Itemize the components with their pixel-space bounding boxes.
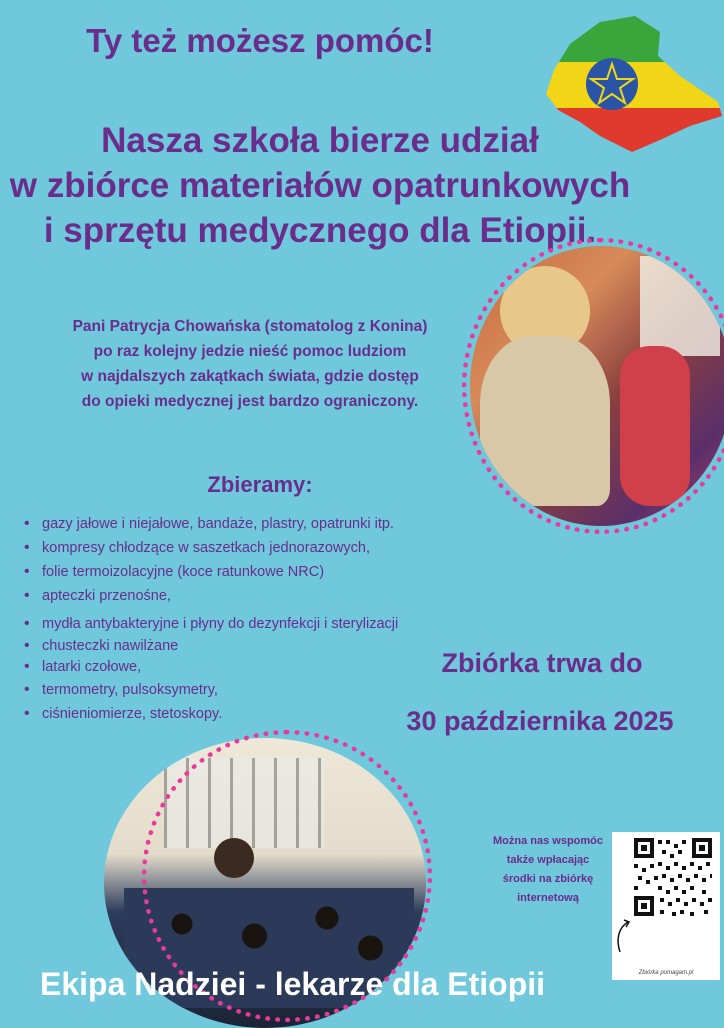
intro-line: do opieki medycznej jest bardzo ograniczony.: [81, 393, 419, 410]
qr-caption: Zbiórka pomagam.pl: [638, 970, 694, 976]
intro-line: w najdalszych zakątkach świata, gdzie dostęp: [81, 368, 419, 385]
qr-code-icon: [612, 832, 720, 962]
intro-line: Pani Patrycja Chowańska (stomatolog z Konina): [72, 318, 428, 335]
list-item: • kompresy chłodzące w saszetkach jednorazowych,: [24, 536, 544, 560]
list-item: • ciśnieniomierze, stetoskopy.: [24, 702, 544, 726]
subtitle-line: i sprzętu medycznego dla Etiopii.: [43, 211, 597, 250]
list-item: • mydła antybakteryjne i płyny do dezynfekcji i sterylizacji: [24, 612, 544, 636]
intro-line: po raz kolejny jedzie nieść pomoc ludziom: [93, 343, 407, 360]
footer-title: Ekipa Nadziei - lekarze dla Etiopii: [40, 966, 546, 1002]
donate-line: internetową: [517, 892, 579, 904]
subtitle-line: w zbiórce materiałów opatrunkowych: [9, 166, 631, 205]
decorative-ring: [462, 238, 724, 534]
list-item: • termometry, pulsoksymetry,: [24, 678, 544, 702]
subtitle-line: Nasza szkoła bierze udział: [101, 121, 539, 160]
list-item: • apteczki przenośne,: [24, 584, 544, 608]
page-title: Ty też możesz pomóc!: [86, 22, 434, 59]
donate-line: środki na zbiórkę: [502, 873, 594, 885]
subtitle: [0, 118, 640, 253]
intro-text: [20, 314, 480, 414]
collect-heading: Zbieramy:: [207, 472, 313, 497]
qr-code[interactable]: [612, 832, 720, 980]
deadline-label: Zbiórka trwa do: [441, 648, 643, 678]
list-item: • folie termoizolacyjne (koce ratunkowe NRC): [24, 560, 544, 584]
items-list: [24, 512, 544, 726]
list-item: • latarki czołowe,: [24, 656, 544, 678]
donate-line: także wpłacając: [506, 854, 590, 866]
list-item: • chusteczki nawilżane: [24, 636, 544, 656]
list-item: • gazy jałowe i niejałowe, bandaże, plastry, opatrunki itp.: [24, 512, 544, 536]
deadline-date: 30 października 2025: [406, 706, 674, 736]
donate-line: Można nas wspomóc: [492, 835, 604, 847]
donate-text: [488, 832, 608, 908]
